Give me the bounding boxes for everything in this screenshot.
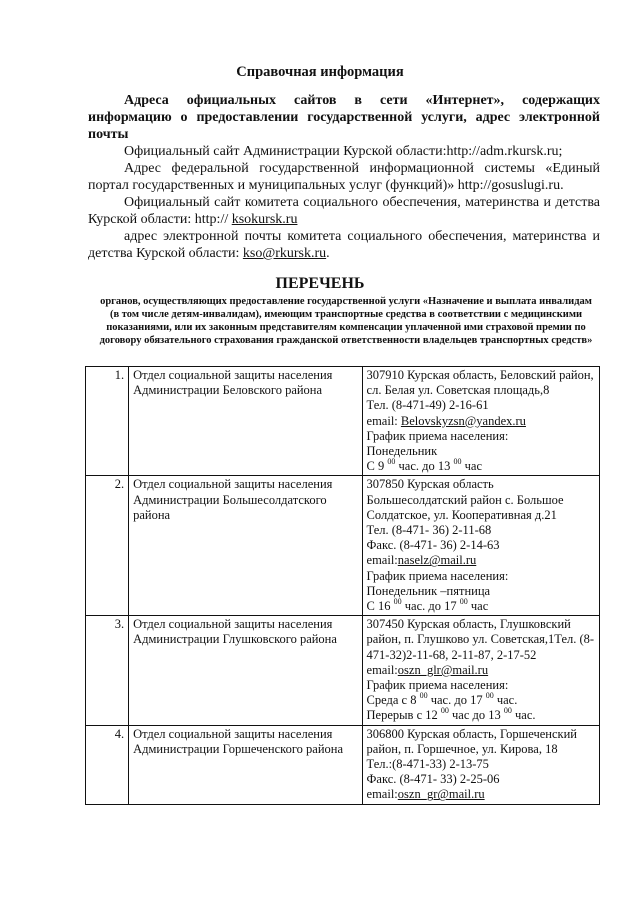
email-link[interactable]: Belovskyzsn@yandex.ru (400, 413, 526, 428)
address: 307450 Курская область, Глушковский район, п. Глушково ул. Советская,1Тел. (8-471-32)2-11-68, 2-11-87, 2-17-52 (366, 617, 595, 662)
intro-heading: Адреса официальных сайтов в сети «Интернет», содержащих информацию о предоставлении государственной услуги, адрес электронной почты (88, 93, 600, 142)
break-text: Перерыв с 12 (366, 708, 441, 723)
intro-paragraph-admin-site: Официальный сайт Администрации Курской области:http://adm.rkursk.ru; (124, 144, 563, 159)
intro-paragraph-committee-site (88, 194, 600, 228)
organization-contacts (362, 367, 599, 476)
organization-contacts (362, 476, 599, 616)
fax: Факс. (8-471- 33) 2-25-06 (366, 772, 500, 787)
break-text: час. (511, 708, 536, 723)
break-superscript: 00 (440, 706, 449, 716)
schedule-break (367, 708, 595, 723)
phone: Тел.:(8-471-33) 2-13-75 (366, 757, 489, 772)
committee-email-link[interactable]: kso@rkursk.ru (242, 246, 327, 261)
row-number: 1. (86, 367, 129, 476)
hours-text: час. до 17 (401, 599, 460, 614)
email-link[interactable]: oszn_gr@mail.ru (397, 787, 485, 802)
organization-name: Отдел социальной защиты населения Администрации Беловского района (129, 367, 362, 476)
row-number: 2. (86, 476, 129, 616)
schedule-hours (367, 599, 595, 614)
intro-section (88, 92, 600, 262)
address: 307850 Курская область Большесолдатский район с. Большое Солдатское, ул. Кооперативная д.21 (366, 477, 564, 522)
hours-text: час. до 17 (427, 693, 486, 708)
hours-text: С 9 (366, 459, 388, 474)
intro-paragraph-committee-email (88, 228, 600, 262)
hours-superscript: 00 (419, 691, 428, 701)
hours-text: С 16 (366, 599, 394, 614)
hours-text: час (467, 599, 489, 614)
schedule-hours (367, 459, 595, 474)
page-title: Справочная информация (236, 64, 404, 80)
email-line (367, 663, 595, 678)
phone: Тел. (8-471-49) 2-16-61 (366, 398, 489, 413)
organization-name: Отдел социальной защиты населения Администрации Большесолдатского района (129, 476, 362, 616)
email-line (367, 787, 595, 802)
hours-text: час. (493, 693, 518, 708)
committee-site-link[interactable]: ksokursk.ru (231, 212, 298, 227)
hours-superscript: 00 (459, 597, 468, 607)
break-text: час до 13 (448, 708, 504, 723)
organization-contacts (362, 725, 599, 804)
phone: Тел. (8-471- 36) 2-11-68 (366, 523, 492, 538)
hours-text: час. до 13 (395, 459, 454, 474)
table-row (86, 476, 600, 616)
email-label: email: (366, 413, 401, 428)
list-title: ПЕРЕЧЕНЬ (275, 275, 365, 292)
hours-superscript: 00 (393, 597, 402, 607)
hours-text: час (461, 459, 483, 474)
schedule-days: Понедельник (366, 444, 438, 459)
address: 306800 Курская область, Горшеченский район, п. Горшечное, ул. Кирова, 18 (366, 726, 577, 756)
table-row (86, 616, 600, 725)
hours-text: Среда с 8 (366, 693, 420, 708)
hours-superscript: 00 (387, 457, 396, 467)
committee-email-end: . (326, 246, 330, 261)
row-number: 3. (86, 616, 129, 725)
organization-name: Отдел социальной защиты населения Администрации Горшеченского района (129, 725, 362, 804)
schedule-title: График приема населения: (366, 568, 509, 583)
list-subtitle: органов, осуществляющих предоставление государственной услуги «Назначение и выплата инвалидам (в том числе детям-инвалидам), имеющим транспортные средства в соответствии с медицинскими показаниями, или их законным представителям компенсации уплаченной ими страховой премии по договору обязательного страхования гражданской ответственности владельцев транспортных средств» (99, 296, 593, 346)
address: 307910 Курская область, Беловский район, сл. Белая ул. Советская площадь,8 (366, 368, 594, 398)
organizations-table (85, 366, 600, 805)
email-label: email: (366, 553, 398, 568)
email-link[interactable]: naselz@mail.ru (397, 553, 477, 568)
email-label: email: (366, 662, 398, 677)
email-label: email: (366, 787, 398, 802)
schedule-hours (367, 693, 595, 708)
schedule-title: График приема населения: (366, 428, 509, 443)
hours-superscript: 00 (485, 691, 494, 701)
hours-superscript: 00 (453, 457, 462, 467)
table-row (86, 367, 600, 476)
email-line (367, 553, 595, 568)
intro-paragraph-gosuslugi: Адрес федеральной государственной информационной системы «Единый портал государственных и муниципальных услуг (функций)» http://gosuslugi.ru. (88, 161, 600, 193)
row-number: 4. (86, 725, 129, 804)
organization-name: Отдел социальной защиты населения Администрации Глушковского района (129, 616, 362, 725)
committee-email-text: адрес электронной почты комитета социального обеспечения, материнства и детства Курской области: (88, 229, 600, 261)
email-line (367, 414, 595, 429)
committee-site-text: Официальный сайт комитета социального обеспечения, материнства и детства Курской области: http:// (88, 195, 600, 227)
schedule-days: Понедельник –пятница (366, 583, 491, 598)
fax: Факс. (8-471- 36) 2-14-63 (366, 538, 500, 553)
organization-contacts (362, 616, 599, 725)
break-superscript: 00 (503, 706, 512, 716)
schedule-title: График приема населения: (366, 678, 509, 693)
email-link[interactable]: oszn_glr@mail.ru (397, 662, 489, 677)
table-row (86, 725, 600, 804)
